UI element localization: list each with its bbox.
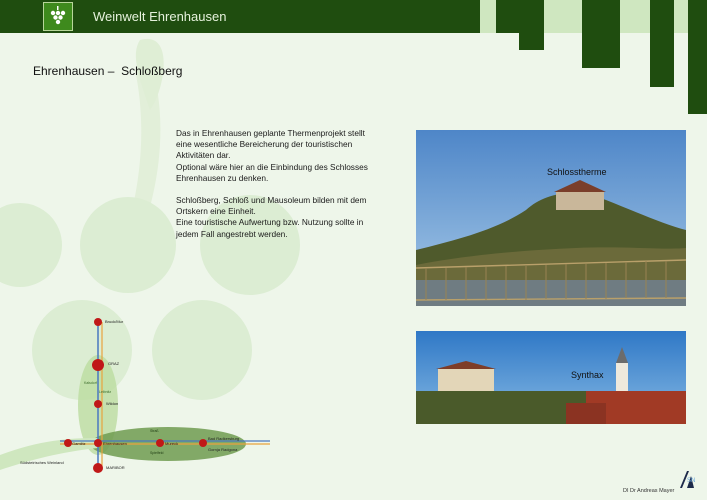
description-text	[176, 128, 401, 251]
map-label-spielfeld: Spielfeld	[150, 451, 164, 455]
map-label-ehrenhausen: Ehrenhausen	[103, 441, 127, 446]
map-label-leibnitz: Leibnitz	[99, 390, 112, 394]
page-title: Ehrenhausen – Schloßberg	[33, 64, 183, 78]
app-title: Weinwelt Ehrenhausen	[93, 9, 227, 24]
photo-synthax	[416, 331, 686, 424]
map-label-maribor: MARIBOR	[106, 465, 125, 470]
map-label-bruck: Bruck/Mur	[105, 319, 124, 324]
photo-label-bottom: Synthax	[571, 370, 604, 380]
map-label-mureck: Mureck	[165, 441, 179, 446]
paragraph-2: Schloßberg, Schloß und Mausoleum bilden mit dem Ortskern eine Einheit. Eine touristische Aufwertung bzw. Nutzung sollte in jedem Fall angestrebt werden.	[176, 195, 367, 239]
photo-label-top: Schlosstherme	[547, 167, 607, 177]
map-label-kalsdorf: Kalsdorf	[84, 381, 97, 385]
paragraph-1: Das in Ehrenhausen geplante Thermenprojekt stellt eine wesentliche Bereicherung der touristischen Aktivitäten dar. Optional wäre hier an die Einbindung des Schlosses Ehrenhausen zu denken.	[176, 128, 368, 183]
photo-schlosstherme	[416, 130, 686, 306]
route-map	[0, 310, 290, 500]
map-label-weinland: Südsteirisches Weinland	[20, 460, 64, 465]
brand-logo-icon	[677, 468, 699, 495]
map-label-strass: Straß	[150, 429, 159, 433]
grape-logo-icon	[43, 2, 73, 31]
map-label-wildon: Wildon	[106, 401, 119, 406]
map-label-radkersburg: Bad Radkersburg	[208, 436, 240, 441]
brand-text: SN	[687, 478, 696, 484]
map-label-graz: GRAZ	[108, 361, 120, 366]
map-label-gamlitz: Gamlitz	[72, 441, 86, 446]
map-label-gornja: Gornja Radgona	[208, 447, 238, 452]
footer-author: DI Dr Andreas Mayer	[623, 488, 675, 494]
